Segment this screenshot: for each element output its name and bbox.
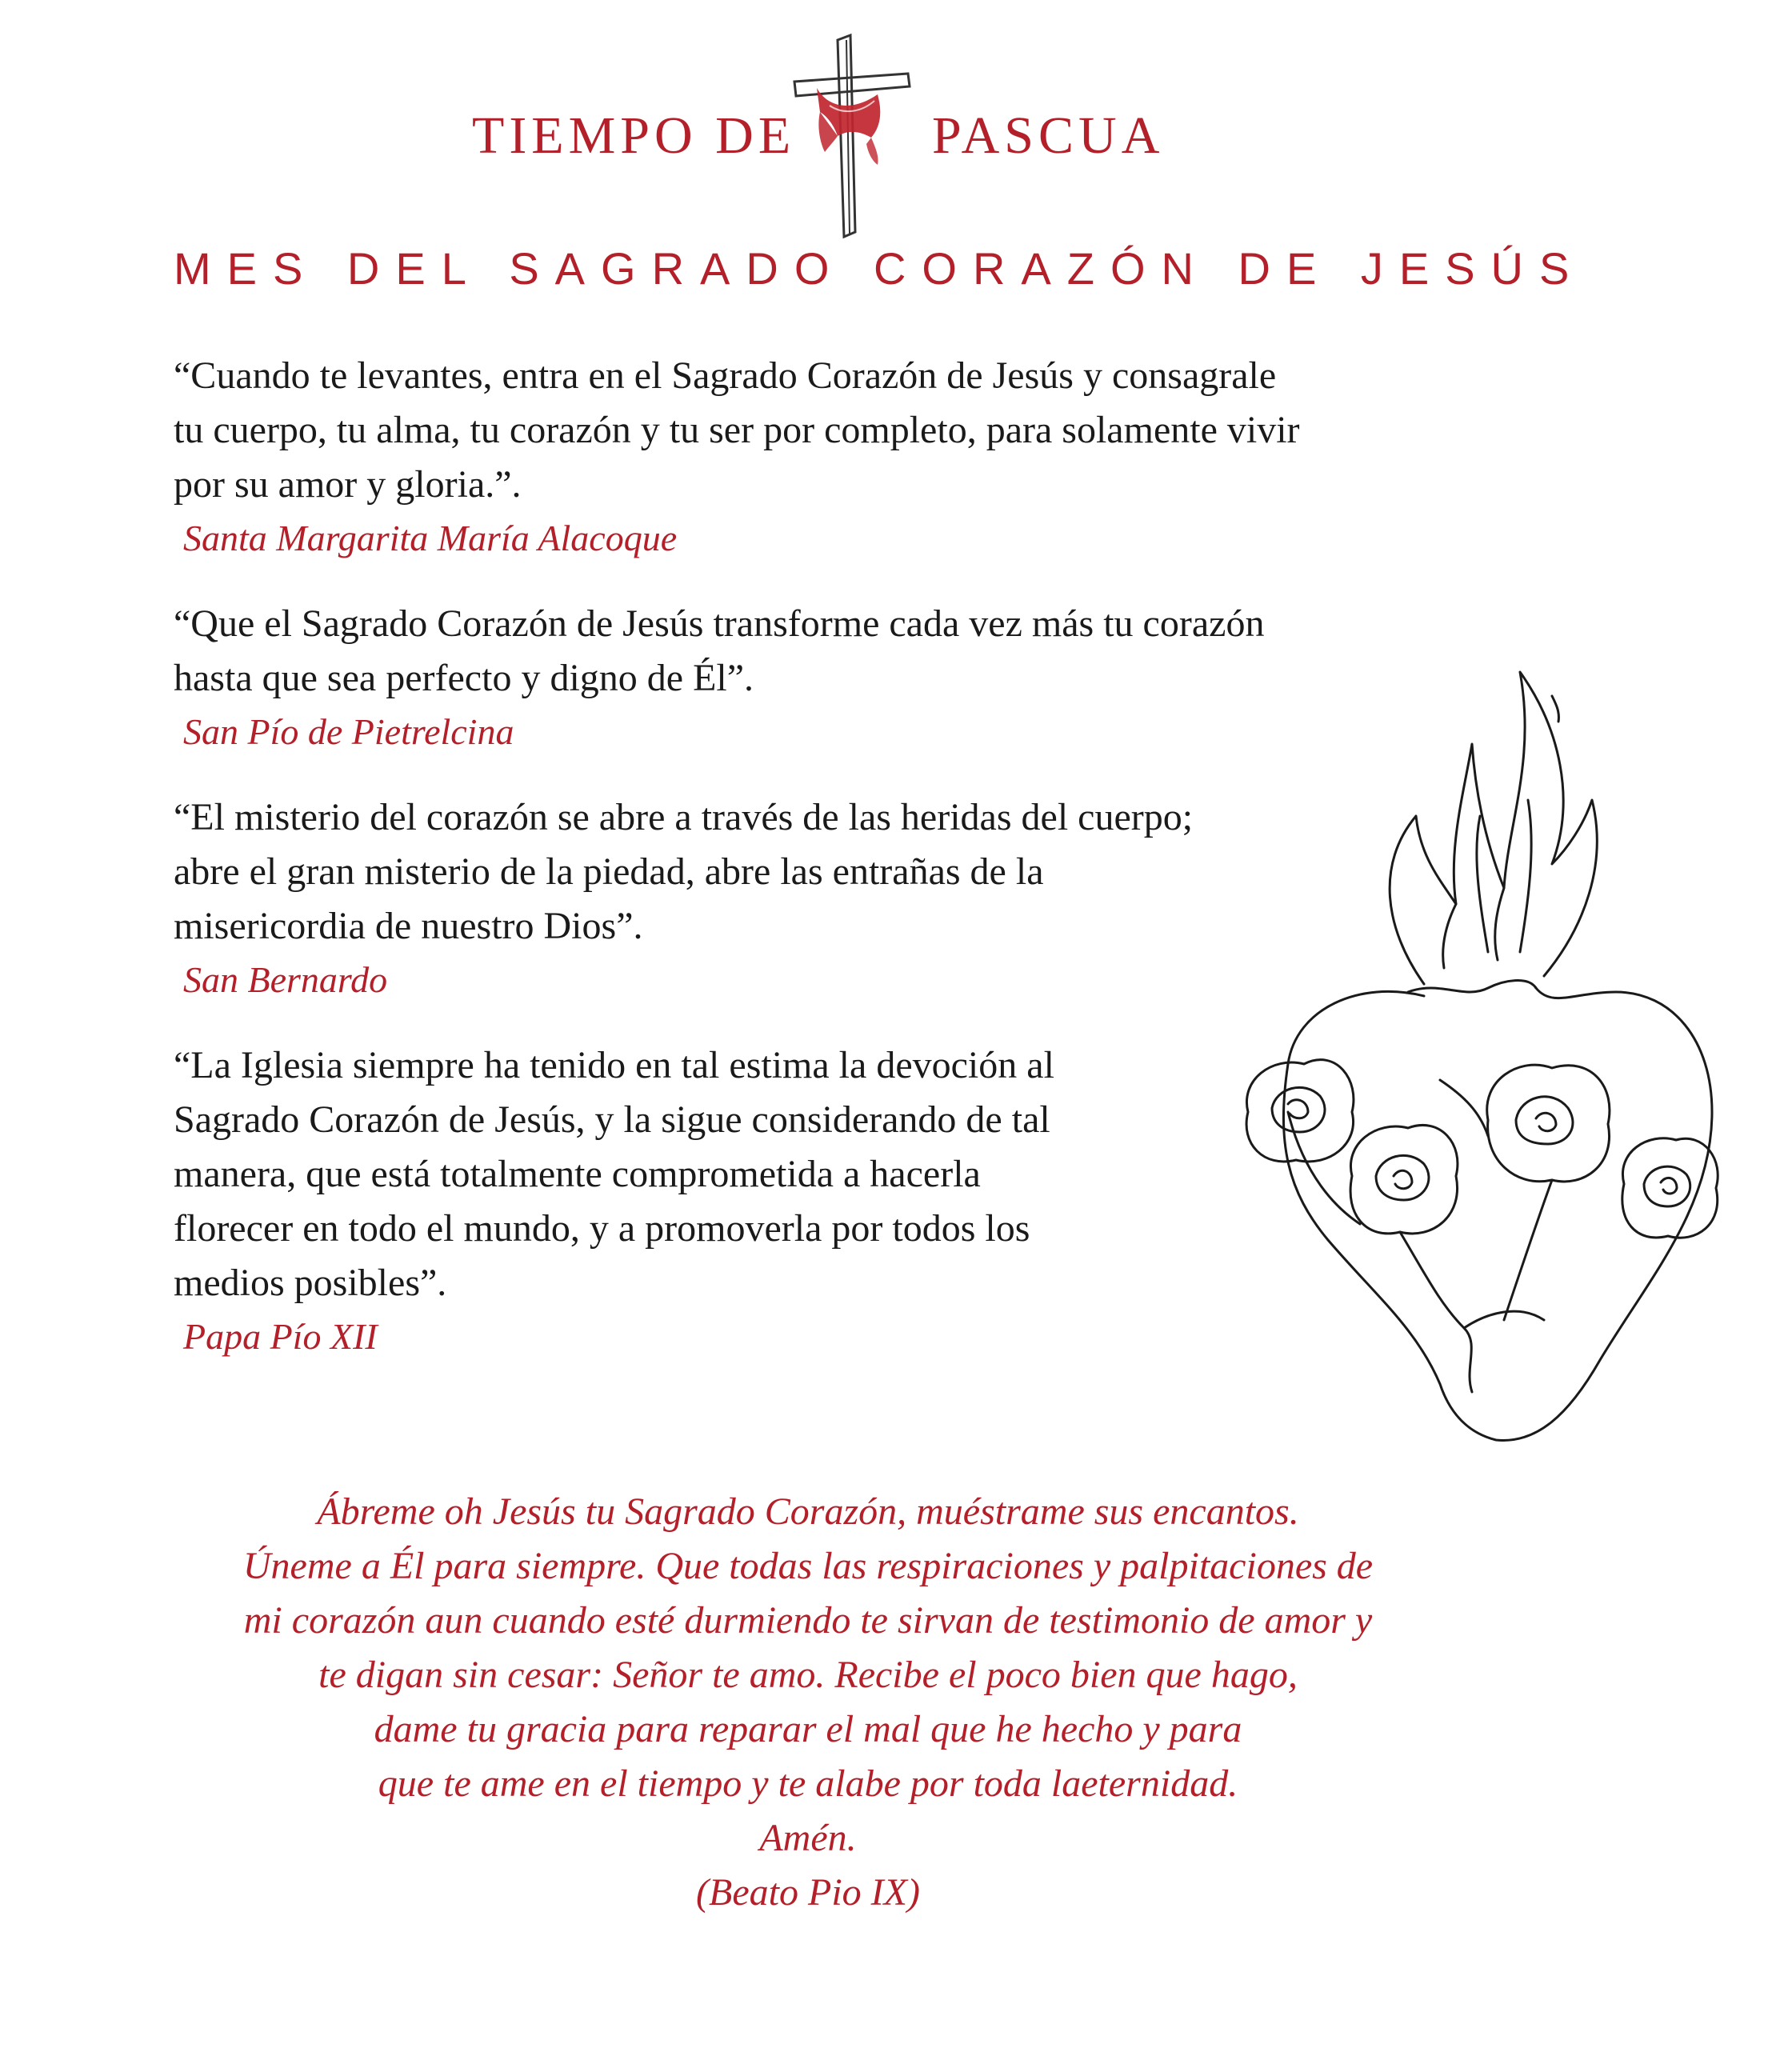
- prayer-attribution: (Beato Pio IX): [696, 1871, 920, 1914]
- quote-block: [174, 349, 1300, 565]
- header-title-right: PASCUA: [932, 106, 1165, 165]
- quote-line: Sagrado Corazón de Jesús, y la sigue considerando de tal: [174, 1098, 1050, 1141]
- quote-line: misericordia de nuestro Dios”.: [174, 905, 643, 947]
- cross-with-drape-icon: [788, 32, 916, 240]
- quote-line: por su amor y gloria.”.: [174, 463, 522, 506]
- quote-line: “La Iglesia siempre ha tenido en tal estima la devoción al: [174, 1044, 1054, 1086]
- prayer-amen: Amén.: [759, 1817, 857, 1859]
- quote-block: [174, 1038, 1054, 1363]
- rose-1: [1246, 1060, 1360, 1224]
- quote-author: Santa Margarita María Alacoque: [183, 518, 678, 558]
- prayer-line: Ábreme oh Jesús tu Sagrado Corazón, muéstrame sus encantos.: [317, 1490, 1299, 1533]
- quote-line: “Cuando te levantes, entra en el Sagrado Corazón de Jesús y consagrale: [174, 354, 1277, 397]
- prayer-line: dame tu gracia para reparar el mal que he hecho y para: [374, 1708, 1242, 1750]
- prayer-line: Úneme a Él para siempre. Que todas las respiraciones y palpitaciones de: [242, 1545, 1374, 1587]
- prayer-block: [136, 1485, 1480, 1920]
- header: [0, 32, 1792, 240]
- quote-text: [174, 1038, 1054, 1310]
- quote-text: [174, 349, 1300, 512]
- quote-author: San Bernardo: [183, 959, 388, 1000]
- quote-line: “Que el Sagrado Corazón de Jesús transforme cada vez más tu corazón: [174, 602, 1265, 645]
- quote-line: manera, que está totalmente comprometida a hacerla: [174, 1153, 981, 1195]
- quote-line: florecer en todo el mundo, y a promoverla por todos los: [174, 1207, 1030, 1250]
- rose-2: [1350, 1125, 1458, 1233]
- quote-line: tu cuerpo, tu alma, tu corazón y tu ser por completo, para solamente vivir: [174, 409, 1300, 451]
- prayer-line: que te ame en el tiempo y te alabe por toda laeternidad.: [378, 1762, 1238, 1805]
- prayer-line: te digan sin cesar: Señor te amo. Recibe el poco bien que hago,: [318, 1654, 1298, 1696]
- quote-block: [174, 597, 1264, 758]
- quote-line: medios posibles”.: [174, 1262, 447, 1304]
- header-title-left: TIEMPO DE: [472, 106, 796, 165]
- quote-line: “El misterio del corazón se abre a través de las heridas del cuerpo;: [174, 796, 1194, 838]
- rose-3: [1440, 1065, 1610, 1182]
- quote-text: [174, 597, 1264, 706]
- page-subtitle: MES DEL SAGRADO CORAZÓN DE JESÚS: [174, 243, 1586, 294]
- quote-line: abre el gran misterio de la piedad, abre las entrañas de la: [174, 850, 1044, 893]
- prayer-line: mi corazón aun cuando esté durmiendo te sirvan de testimonio de amor y: [243, 1599, 1373, 1642]
- quote-author: San Pío de Pietrelcina: [183, 711, 514, 752]
- sacred-heart-roses-icon: [1200, 664, 1744, 1456]
- quote-block: [174, 790, 1193, 1006]
- quote-author: Papa Pío XII: [183, 1316, 378, 1357]
- quote-line: hasta que sea perfecto y digno de Él”.: [174, 657, 754, 699]
- quote-text: [174, 790, 1193, 954]
- rose-4: [1622, 1138, 1718, 1238]
